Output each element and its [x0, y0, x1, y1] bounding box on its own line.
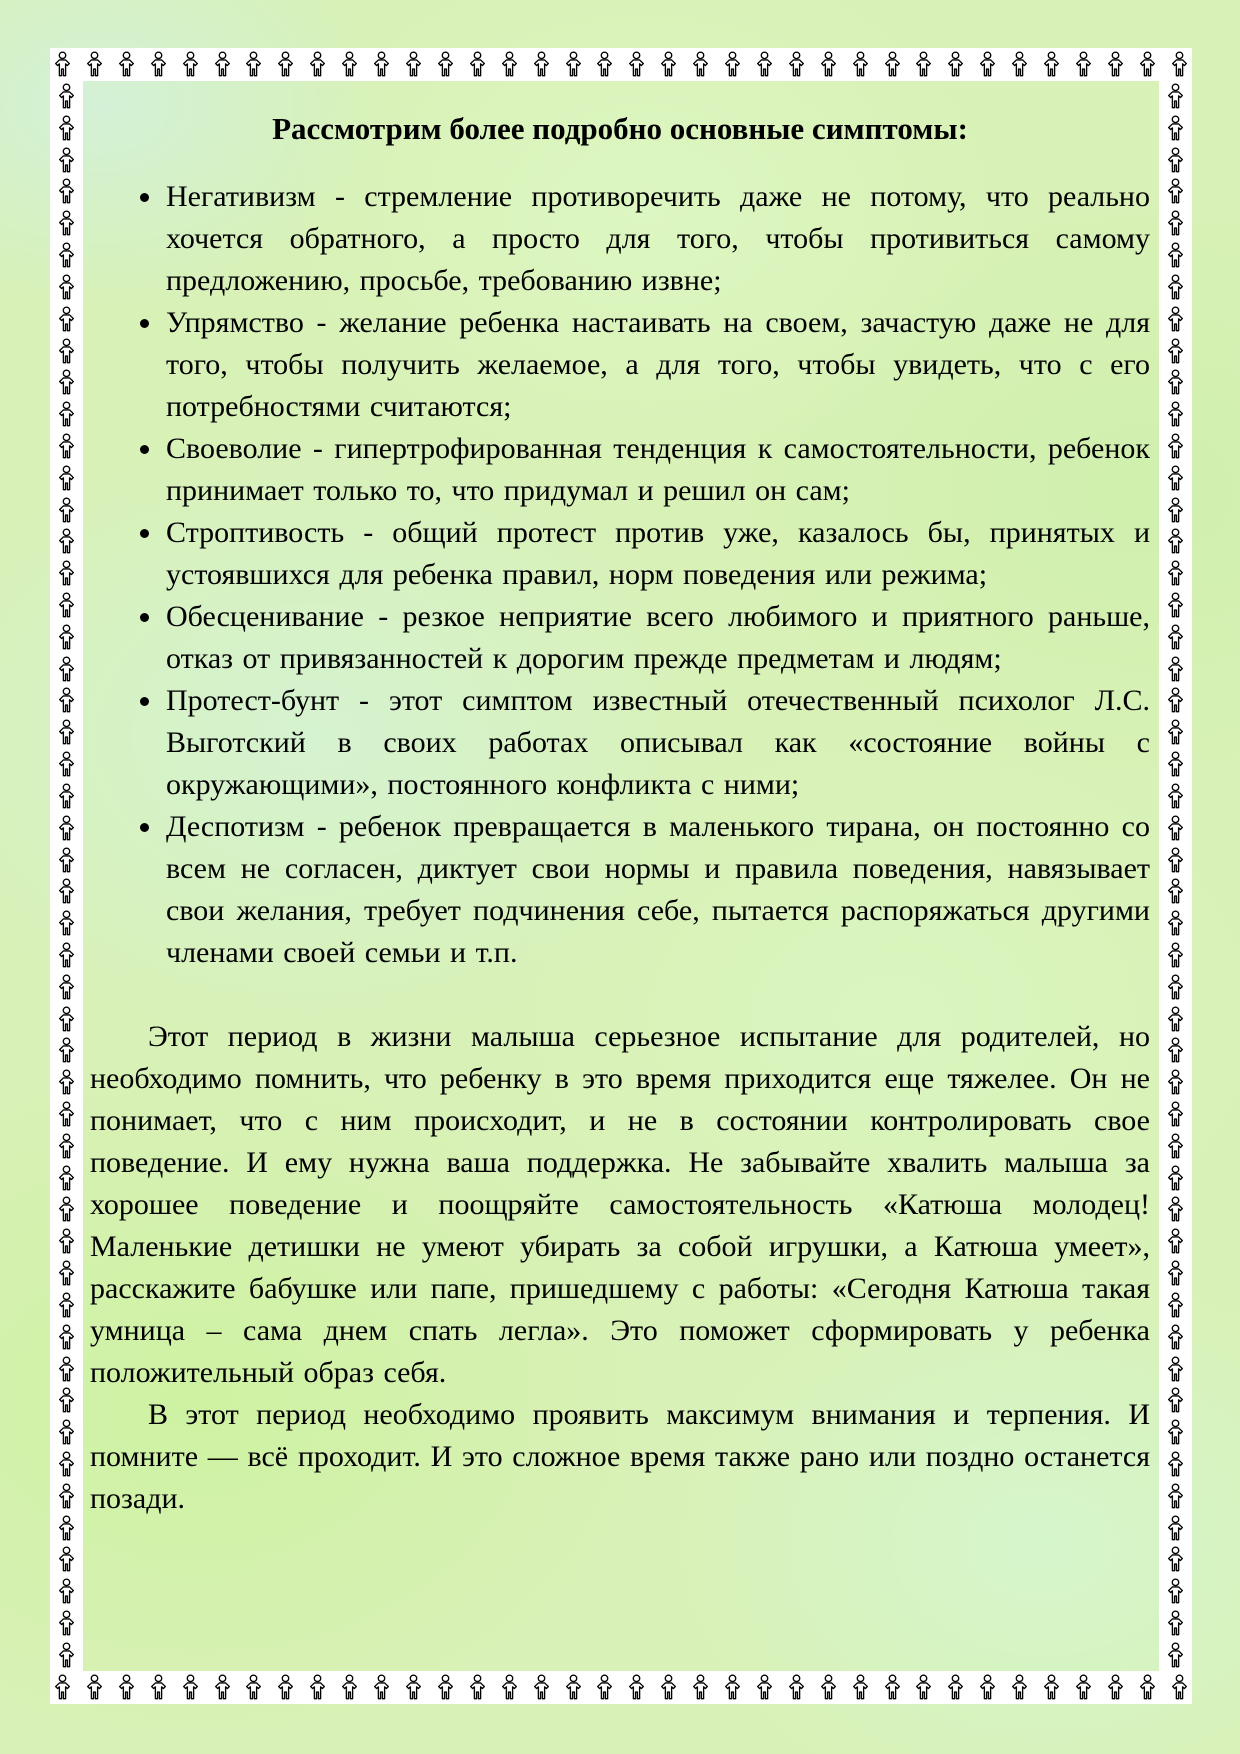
child-figure-icon	[116, 51, 137, 78]
child-figure-icon	[435, 51, 456, 78]
child-figure-icon	[56, 1260, 77, 1287]
child-figure-icon	[1165, 1069, 1186, 1096]
child-figure-icon	[722, 1674, 743, 1701]
child-figure-icon	[594, 51, 615, 78]
content-area	[82, 80, 1160, 1671]
child-figure-icon	[56, 1642, 77, 1669]
child-figure-icon	[1165, 1006, 1186, 1033]
child-figure-icon	[1165, 497, 1186, 524]
child-figure-icon	[56, 1578, 77, 1605]
child-figure-icon	[56, 497, 77, 524]
child-figure-icon	[531, 1674, 552, 1701]
child-figure-icon	[56, 83, 77, 110]
child-figure-icon	[148, 51, 169, 78]
child-figure-icon	[56, 1419, 77, 1446]
paragraph-advice: Этот период в жизни малыша серьезное испытание для родителей, но необходимо помнить, что ребенку в это время приходится еще тяжелее. Он не понимает, что с ним происходит, и не в состоянии контролировать свое поведение. И ему нужна ваша поддержка. Не забывайте хвалить малыша за хорошее поведение и поощряйте самостоятельность «Катюша молодец! Маленькие детишки не умеют убирать за собой игрушки, а Катюша умеет», расскажите бабушке или папе, пришедшему с работы: «Сегодня Катюша такая умница – сама днем спать легла». Это поможет сформировать у ребенка положительный образ себя.	[90, 1020, 1150, 1389]
child-figure-icon	[1165, 624, 1186, 651]
child-figure-icon	[56, 942, 77, 969]
child-figure-icon	[56, 210, 77, 237]
child-figure-icon	[1165, 751, 1186, 778]
child-figure-icon	[722, 51, 743, 78]
child-figure-icon	[1169, 1674, 1190, 1701]
list-item-stubbornness: • Упрямство - желание ребенка настаивать на своем, зачастую даже не для того, чтобы получить желаемое, а для того, чтобы увидеть, что с его потребностями считаются;	[164, 302, 1150, 428]
child-figure-icon	[1165, 656, 1186, 683]
child-figure-icon	[1165, 1515, 1186, 1542]
child-figure-icon	[786, 51, 807, 78]
child-figure-icon	[56, 369, 77, 396]
child-figure-icon	[945, 1674, 966, 1701]
child-figure-icon	[275, 1674, 296, 1701]
child-figure-icon	[945, 51, 966, 78]
child-figure-icon	[56, 878, 77, 905]
child-figure-icon	[56, 1037, 77, 1064]
child-figure-icon	[1165, 1133, 1186, 1160]
child-figure-icon	[275, 51, 296, 78]
child-figure-icon	[499, 51, 520, 78]
child-figure-icon	[1165, 210, 1186, 237]
child-figure-icon	[1165, 433, 1186, 460]
child-figure-icon	[690, 51, 711, 78]
child-figure-icon	[307, 1674, 328, 1701]
child-figure-icon	[1165, 1037, 1186, 1064]
child-figure-icon	[371, 1674, 392, 1701]
child-figure-icon	[56, 1356, 77, 1383]
list-item-despotism: • Деспотизм - ребенок превращается в маленького тирана, он постоянно со всем не согласен, диктует свои нормы и правила поведения, навязывает свои желания, требует подчинения себе, пытается распоряжаться другими членами своей семьи и т.п.	[164, 806, 1150, 974]
child-figure-icon	[56, 560, 77, 587]
child-figure-icon	[56, 1069, 77, 1096]
list-item-protest-riot: • Протест-бунт - этот симптом известный отечественный психолог Л.С. Выготский в своих работах описывал как «состояние войны с окружающими», постоянного конфликта с ними;	[164, 680, 1150, 806]
child-figure-icon	[1165, 1292, 1186, 1319]
child-figure-icon	[1165, 465, 1186, 492]
child-figure-icon	[56, 1133, 77, 1160]
child-figure-icon	[1165, 306, 1186, 333]
child-figure-icon	[913, 1674, 934, 1701]
child-figure-icon	[56, 1196, 77, 1223]
child-figure-icon	[977, 1674, 998, 1701]
child-figure-icon	[339, 51, 360, 78]
child-figure-icon	[52, 51, 73, 78]
child-figure-icon	[563, 1674, 584, 1701]
list-item-obstinacy: • Строптивость - общий протест против уже, казалось бы, принятых и устоявшихся для ребенка правил, норм поведения или режима;	[164, 512, 1150, 596]
child-figure-icon	[56, 433, 77, 460]
child-figure-icon	[148, 1674, 169, 1701]
child-figure-icon	[754, 1674, 775, 1701]
child-figure-icon	[626, 51, 647, 78]
child-figure-icon	[1169, 51, 1190, 78]
child-figure-icon	[1165, 1228, 1186, 1255]
child-figure-icon	[1165, 878, 1186, 905]
child-figure-icon	[403, 51, 424, 78]
child-figure-icon	[84, 1674, 105, 1701]
child-figure-icon	[467, 1674, 488, 1701]
child-figure-icon	[1165, 1165, 1186, 1192]
child-figure-icon	[1165, 815, 1186, 842]
child-figure-icon	[371, 51, 392, 78]
child-figure-icon	[180, 1674, 201, 1701]
child-figure-icon	[56, 1515, 77, 1542]
child-figure-icon	[1165, 369, 1186, 396]
child-figure-icon	[56, 1546, 77, 1573]
child-figure-icon	[56, 624, 77, 651]
child-figure-icon	[1165, 1451, 1186, 1478]
child-figure-icon	[1165, 1356, 1186, 1383]
child-figure-icon	[1165, 1483, 1186, 1510]
child-figure-icon	[435, 1674, 456, 1701]
child-figure-icon	[1009, 1674, 1030, 1701]
child-figure-icon	[1165, 338, 1186, 365]
child-figure-icon	[467, 51, 488, 78]
child-figure-icon	[56, 465, 77, 492]
child-figure-icon	[56, 528, 77, 555]
child-figure-icon	[1165, 401, 1186, 428]
child-figure-icon	[56, 1101, 77, 1128]
child-figure-icon	[1165, 1642, 1186, 1669]
child-figure-icon	[882, 51, 903, 78]
child-figure-icon	[1165, 147, 1186, 174]
child-figure-icon	[56, 1451, 77, 1478]
border-left	[50, 81, 83, 1671]
child-figure-icon	[56, 1165, 77, 1192]
child-figure-icon	[307, 51, 328, 78]
child-figure-icon	[1165, 274, 1186, 301]
child-figure-icon	[56, 592, 77, 619]
list-item-negativism: • Негативизм - стремление противоречить даже не потому, что реально хочется обратного, а просто для того, чтобы противиться самому предложению, просьбе, требованию извне;	[164, 176, 1150, 302]
child-figure-icon	[1165, 1546, 1186, 1573]
child-figure-icon	[690, 1674, 711, 1701]
child-figure-icon	[1137, 51, 1158, 78]
child-figure-icon	[1165, 242, 1186, 269]
child-figure-icon	[56, 274, 77, 301]
child-figure-icon	[1165, 115, 1186, 142]
child-figure-icon	[531, 51, 552, 78]
child-figure-icon	[339, 1674, 360, 1701]
child-figure-icon	[56, 115, 77, 142]
child-figure-icon	[658, 51, 679, 78]
child-figure-icon	[850, 1674, 871, 1701]
child-figure-icon	[754, 51, 775, 78]
child-figure-icon	[56, 178, 77, 205]
child-figure-icon	[1165, 942, 1186, 969]
child-figure-icon	[1165, 1610, 1186, 1637]
child-figure-icon	[1041, 1674, 1062, 1701]
child-figure-icon	[56, 1228, 77, 1255]
child-figure-icon	[56, 656, 77, 683]
child-figure-icon	[977, 51, 998, 78]
child-figure-icon	[403, 1674, 424, 1701]
child-figure-icon	[818, 51, 839, 78]
child-figure-icon	[56, 1610, 77, 1637]
child-figure-icon	[594, 1674, 615, 1701]
child-figure-icon	[116, 1674, 137, 1701]
child-figure-icon	[1165, 1324, 1186, 1351]
child-figure-icon	[1165, 783, 1186, 810]
child-figure-icon	[913, 51, 934, 78]
child-figure-icon	[850, 51, 871, 78]
child-figure-icon	[56, 974, 77, 1001]
list-item-devaluation: • Обесценивание - резкое неприятие всего любимого и приятного раньше, отказ от привязанностей к дорогим прежде предметам и людям;	[164, 596, 1150, 680]
child-figure-icon	[56, 306, 77, 333]
child-figure-icon	[1137, 1674, 1158, 1701]
child-figure-icon	[1105, 51, 1126, 78]
child-figure-icon	[56, 847, 77, 874]
child-figure-icon	[243, 51, 264, 78]
child-figure-icon	[56, 910, 77, 937]
child-figure-icon	[818, 1674, 839, 1701]
child-figure-icon	[1041, 51, 1062, 78]
child-figure-icon	[56, 1292, 77, 1319]
child-figure-icon	[1165, 528, 1186, 555]
child-figure-icon	[56, 338, 77, 365]
child-figure-icon	[52, 1674, 73, 1701]
child-figure-icon	[212, 51, 233, 78]
child-figure-icon	[56, 751, 77, 778]
child-figure-icon	[56, 719, 77, 746]
border-right	[1159, 81, 1192, 1671]
child-figure-icon	[1165, 1387, 1186, 1414]
child-figure-icon	[1165, 719, 1186, 746]
child-figure-icon	[563, 51, 584, 78]
child-figure-icon	[658, 1674, 679, 1701]
child-figure-icon	[56, 783, 77, 810]
child-figure-icon	[56, 1006, 77, 1033]
child-figure-icon	[84, 51, 105, 78]
child-figure-icon	[56, 1483, 77, 1510]
child-figure-icon	[1165, 560, 1186, 587]
child-figure-icon	[1165, 83, 1186, 110]
border-bottom	[50, 1671, 1192, 1704]
child-figure-icon	[1165, 1196, 1186, 1223]
child-figure-icon	[1073, 51, 1094, 78]
child-figure-icon	[1165, 592, 1186, 619]
child-figure-icon	[1165, 1260, 1186, 1287]
child-figure-icon	[243, 1674, 264, 1701]
child-figure-icon	[1165, 1419, 1186, 1446]
child-figure-icon	[1073, 1674, 1094, 1701]
child-figure-icon	[1105, 1674, 1126, 1701]
child-figure-icon	[1165, 847, 1186, 874]
child-figure-icon	[56, 147, 77, 174]
child-figure-icon	[212, 1674, 233, 1701]
child-figure-icon	[56, 401, 77, 428]
child-figure-icon	[56, 1387, 77, 1414]
child-figure-icon	[56, 1324, 77, 1351]
child-figure-icon	[499, 1674, 520, 1701]
border-top	[50, 48, 1192, 81]
child-figure-icon	[1165, 178, 1186, 205]
list-item-self-will: • Своеволие - гипертрофированная тенденция к самостоятельности, ребенок принимает только то, что придумал и решил он сам;	[164, 428, 1150, 512]
child-figure-icon	[1165, 687, 1186, 714]
child-figure-icon	[1165, 1578, 1186, 1605]
page-title: Рассмотрим более подробно основные симптомы:	[272, 111, 968, 146]
child-figure-icon	[56, 815, 77, 842]
child-figure-icon	[786, 1674, 807, 1701]
child-figure-icon	[626, 1674, 647, 1701]
child-figure-icon	[180, 51, 201, 78]
child-figure-icon	[1165, 1101, 1186, 1128]
symptoms-list	[90, 176, 1150, 974]
child-figure-icon	[1009, 51, 1030, 78]
child-figure-icon	[882, 1674, 903, 1701]
child-figure-icon	[56, 687, 77, 714]
child-figure-icon	[1165, 974, 1186, 1001]
paragraph-conclusion: В этот период необходимо проявить максимум внимания и терпения. И помните — всё проходит. И это сложное время также рано или поздно останется позади.	[90, 1398, 1150, 1515]
child-figure-icon	[1165, 910, 1186, 937]
child-figure-icon	[56, 242, 77, 269]
